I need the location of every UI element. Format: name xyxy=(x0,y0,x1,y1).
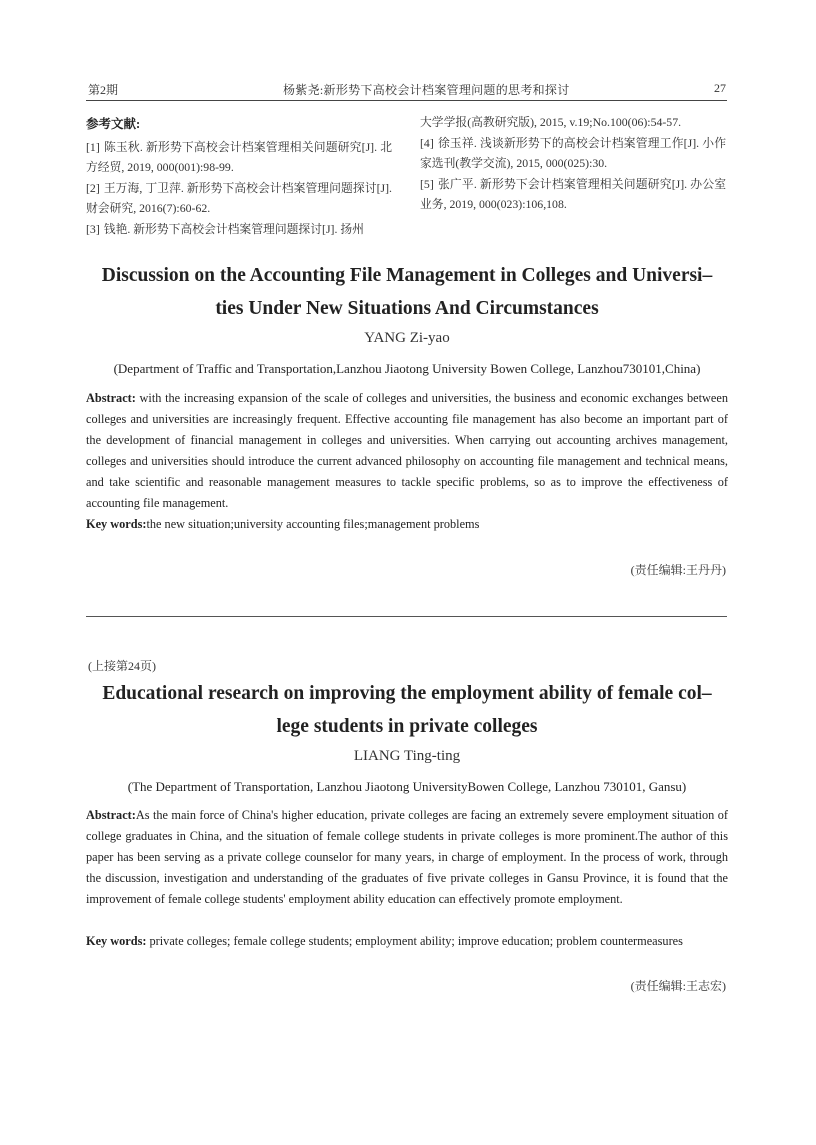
reference-item: [3] 钱艳. 新形势下高校会计档案管理问题探讨[J]. 扬州 xyxy=(86,221,364,236)
article2-author: LIANG Ting-ting xyxy=(353,748,461,764)
article2-title-line1: Educational research on improving the employment ability of female col– xyxy=(102,683,712,704)
page-number: 27 xyxy=(714,81,726,95)
article1-keywords xyxy=(86,514,728,535)
keywords-label: Key words: xyxy=(86,517,147,531)
article1-affiliation: (Department of Traffic and Transportation,Lanzhou Jiaotong University Bowen College, Lanzhou730101,China) xyxy=(113,361,701,376)
reference-item: [5] 张广平. 新形势下会计档案管理相关问题研究[J]. 办公室业务, 2019, 000(023):106,108. xyxy=(420,176,726,211)
header-rule xyxy=(86,100,727,101)
article1-title-line1: Discussion on the Accounting File Management in Colleges and Universi– xyxy=(101,265,713,286)
article1-title-line2: ties Under New Situations And Circumstances xyxy=(215,298,599,319)
keywords-label: Key words: xyxy=(86,934,147,948)
references-left-column xyxy=(86,114,392,239)
abstract-label: Abstract: xyxy=(86,808,136,822)
reference-item: [4] 徐玉祥. 浅谈新形势下的高校会计档案管理工作[J]. 小作家选刊(教学交流), 2015, 000(025):30. xyxy=(420,135,726,170)
article2-affiliation: (The Department of Transportation, Lanzhou Jiaotong UniversityBowen College, Lanzhou 730101, Gansu) xyxy=(127,779,687,794)
article2-keywords xyxy=(86,931,728,952)
references-right-column xyxy=(420,112,726,215)
abstract-label: Abstract: xyxy=(86,391,136,405)
article2-editor: (责任编辑:王志宏) xyxy=(630,979,726,993)
abstract-text: with the increasing expansion of the scale of colleges and universities, the business and economic exchanges between colleges and universities are increasingly frequent. Effective accounting file management has also become an important part of the development of financial management in colleges and universities. When carrying out accounting archives management, colleges and universities should introduce the current advanced philosophy on accounting file management and technical means, and take scientific and reasonable management measures to tackle specific problems, so as to improve the effectiveness of accounting file management. xyxy=(86,391,728,510)
reference-item: [1] 陈玉秋. 新形势下高校会计档案管理相关问题研究[J]. 北方经贸, 2019, 000(001):98-99. xyxy=(86,139,392,174)
keywords-text: the new situation;university accounting files;management problems xyxy=(146,517,480,531)
running-header xyxy=(88,81,728,99)
continued-from-note: (上接第24页) xyxy=(88,659,156,673)
keywords-text: private colleges; female college students; employment ability; improve education; problem countermeasures xyxy=(146,934,683,948)
article1-abstract xyxy=(86,388,728,514)
article1-editor: (责任编辑:王丹丹) xyxy=(630,563,726,577)
section-divider xyxy=(86,616,727,617)
article1-title xyxy=(86,259,728,325)
abstract-text: As the main force of China's higher education, private colleges are facing an extremely severe employment situation of college graduates in China, and the situation of female college students in private colleges is more prominent.The author of this paper has been serving as a private college counselor for many years, in charge of employment. In the process of work, through the discussion, investigation and understanding of the graduates of five private colleges in Gansu Province, it is found that the improvement of female college students' employment ability education can effectively promote employment. xyxy=(86,808,728,906)
reference-item: 大学学报(高教研究版), 2015, v.19;No.100(06):54-57. xyxy=(420,115,682,129)
issue-number: 第2期 xyxy=(88,83,119,97)
reference-item: [2] 王万海, 丁卫萍. 新形势下高校会计档案管理问题探讨[J]. 财会研究, 2016(7):60-62. xyxy=(86,180,392,215)
article2-abstract xyxy=(86,805,728,910)
running-title: 杨紫尧:新形势下高校会计档案管理问题的思考和探讨 xyxy=(283,83,570,97)
references-heading: 参考文献: xyxy=(86,117,141,131)
article1-author: YANG Zi-yao xyxy=(364,330,450,346)
article2-title-line2: lege students in private colleges xyxy=(276,716,538,737)
article2-title xyxy=(86,677,728,743)
